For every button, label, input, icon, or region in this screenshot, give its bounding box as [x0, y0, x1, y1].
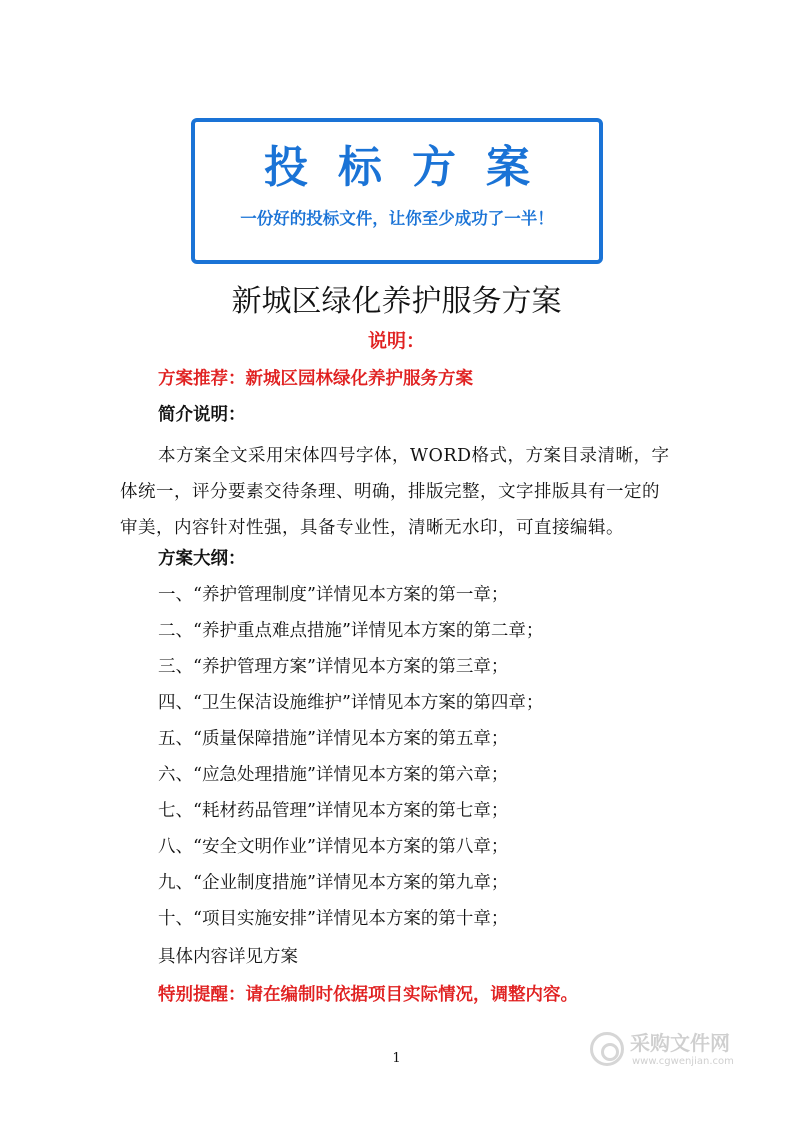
recommend-line: 方案推荐：新城区园林绿化养护服务方案	[158, 369, 473, 389]
outline-item: 六、“应急处理措施”详情见本方案的第六章；	[158, 765, 509, 785]
outline-heading: 方案大纲：	[158, 549, 246, 569]
banner-title: 投标方案	[264, 142, 560, 193]
watermark-logo-icon	[590, 1032, 624, 1066]
special-reminder: 特别提醒：请在编制时依据项目实际情况，调整内容。	[158, 985, 578, 1005]
outline-item: 九、“企业制度措施”详情见本方案的第九章；	[158, 873, 509, 893]
outline-item: 四、“卫生保洁设施维护”详情见本方案的第四章；	[158, 693, 544, 713]
watermark	[590, 1030, 750, 1072]
outline-item: 一、“养护管理制度”详情见本方案的第一章；	[158, 585, 509, 605]
banner	[191, 118, 603, 264]
watermark-name: 采购文件网	[630, 1031, 730, 1055]
intro-paragraph: 本方案全文采用宋体四号字体，WORD格式，方案目录清晰，字体统一，评分要素交待条理、明确，排版完整，文字排版具有一定的审美，内容针对性强，具备专业性，清晰无水印，可直接编辑。	[120, 446, 670, 538]
note-heading: 说明：	[367, 330, 425, 352]
outline-item: 五、“质量保障措施”详情见本方案的第五章；	[158, 729, 509, 749]
outline-item: 八、“安全文明作业”详情见本方案的第八章；	[158, 837, 509, 857]
watermark-url: www.cgwenjian.com	[632, 1056, 734, 1067]
page-number: 1	[392, 1051, 401, 1066]
outline-item: 三、“养护管理方案”详情见本方案的第三章；	[158, 657, 509, 677]
outline-item: 二、“养护重点难点措施”详情见本方案的第二章；	[158, 621, 544, 641]
detail-note: 具体内容详见方案	[158, 947, 298, 967]
outline-item: 七、“耗材药品管理”详情见本方案的第七章；	[158, 801, 509, 821]
document-title: 新城区绿化养护服务方案	[231, 284, 562, 319]
outline-item: 十、“项目实施安排”详情见本方案的第十章；	[158, 909, 509, 929]
banner-slogan: 一份好的投标文件，让你至少成功了一半！	[240, 209, 554, 228]
intro-heading: 简介说明：	[158, 405, 246, 425]
